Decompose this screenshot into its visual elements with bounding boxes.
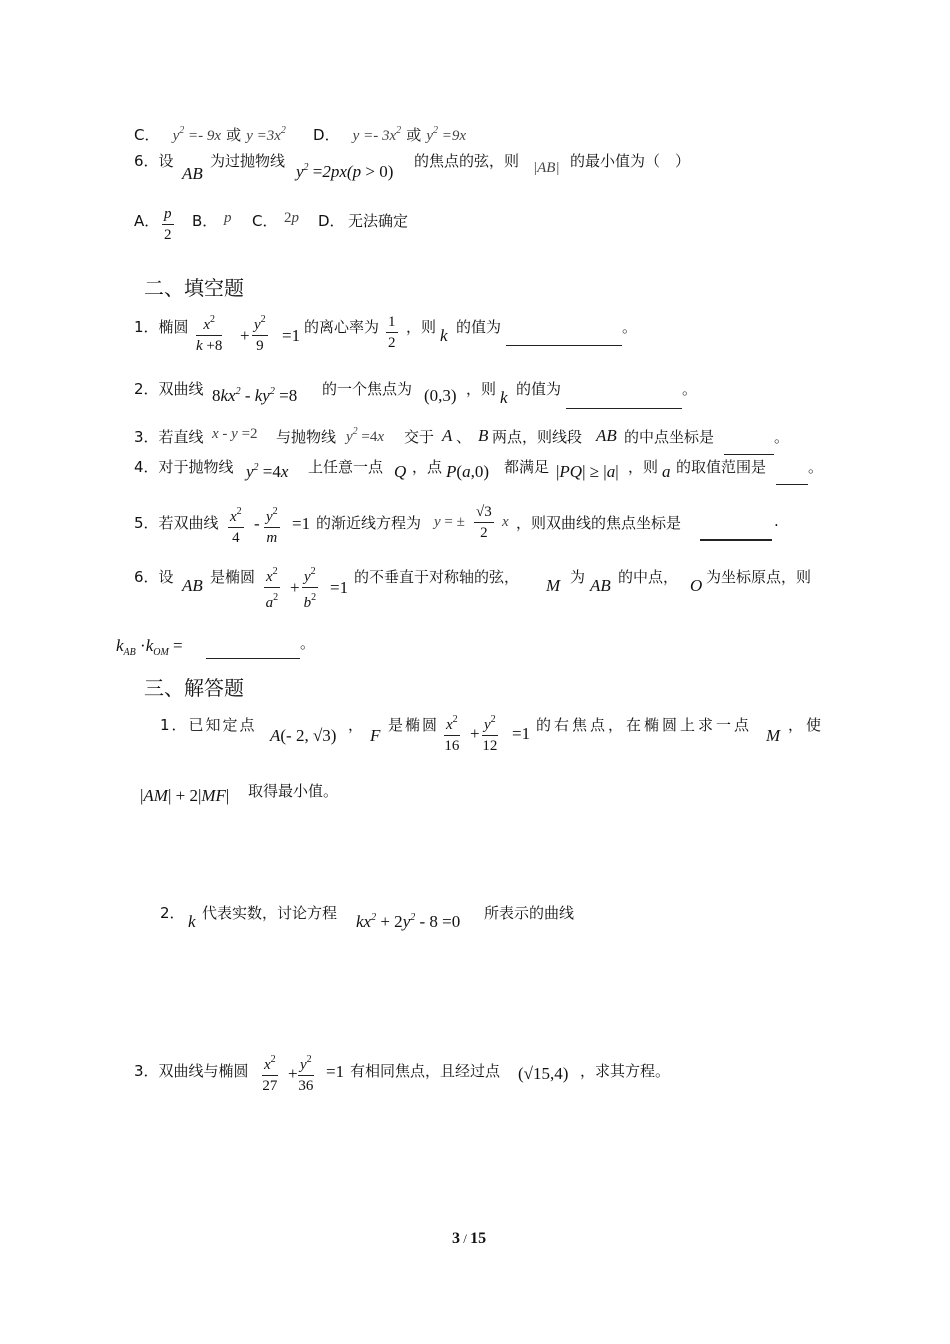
option-c-label: C．	[134, 126, 160, 144]
s2q1-eq: =1	[282, 326, 301, 345]
q6-option-a-frac: $\frac{p}{2}$	[164, 206, 172, 243]
page-number	[452, 1230, 486, 1248]
s2q6-blank[interactable]	[206, 644, 300, 663]
s2q4-a: a	[662, 462, 671, 481]
option-line-cd	[134, 124, 466, 145]
s2q6-text4: 的中点，	[618, 568, 679, 586]
option-c-formula-2: $y =3x^2$	[246, 125, 286, 144]
s2q3-line: x - y =2	[212, 426, 258, 442]
q6-ab: AB	[182, 164, 203, 183]
s2q6-o: O	[690, 576, 703, 595]
q6-option-d: D．	[318, 212, 345, 230]
s2q1-frac-half: $\frac{1}{2}$	[388, 314, 396, 351]
s2q4-text3: 都满足	[504, 458, 550, 476]
s3q1-frac1: $\frac{x^2}{16}$	[444, 710, 460, 756]
option-d-formula: $y =- 3x^2$	[352, 125, 402, 144]
s3q1-text3: 的右焦点，在椭圆上求一点	[536, 716, 753, 734]
s2q5-text1: 的渐近线方程为	[316, 514, 422, 532]
or-text: 或	[406, 126, 422, 144]
s2q4-blank[interactable]	[776, 470, 808, 489]
s2q4-number: 4．对于抛物线	[134, 458, 234, 476]
s2q5-eq: =1	[292, 514, 311, 533]
s2q4-q: Q	[394, 462, 407, 481]
s2q2-blank[interactable]	[566, 394, 682, 413]
s2q6-ab-2: AB	[590, 576, 611, 595]
s2q5-frac-sqrt3: $\frac{√3}{2}$	[476, 504, 492, 541]
s2q1-end: 。	[622, 318, 638, 336]
q6-text1: 为过抛物线	[210, 152, 286, 170]
s2q6-frac2: $\frac{y^2}{b^2}$	[302, 562, 318, 613]
s3q1-text5: 取得最小值。	[248, 782, 339, 800]
s2q6-plus: +	[290, 578, 300, 597]
or-text: 或	[226, 126, 242, 144]
s2q3-ab: AB	[596, 426, 617, 445]
s2q1-blank[interactable]	[506, 331, 622, 350]
s2q5-asymptote-y: y = ±	[434, 514, 465, 530]
q6-option-c: C．	[252, 212, 278, 230]
s3q3-number: 3．双曲线与椭圆	[134, 1062, 249, 1080]
s2q5-text2: ，则双曲线的焦点坐标是	[516, 514, 682, 532]
section3-title: 三、解答题	[144, 676, 244, 700]
s2q3-parabola: $y^2 =4x$	[346, 426, 385, 445]
s2q1-frac2: $\frac{y^2}{9}$	[252, 310, 268, 356]
s3q3-point: (√15,4)	[518, 1064, 569, 1083]
s3q1-plus: +	[470, 724, 480, 743]
q6-option-a: A．	[134, 212, 160, 230]
q6-abs-ab: |AB|	[533, 160, 560, 176]
s2q1-number: 1．椭圆	[134, 318, 189, 336]
s2q3-number: 3．若直线	[134, 428, 204, 446]
s2q1-plus: +	[240, 326, 250, 345]
q6-option-c-value: 2p	[284, 210, 299, 226]
s2q6-m: M	[546, 576, 561, 595]
s2q4-inequality: |PQ| ≥ |a|	[556, 462, 619, 481]
s2q1-frac1: $\frac{x^2}{k +8}$	[196, 310, 222, 356]
q6-number: 6．设	[134, 152, 174, 170]
q6-parabola: $y^2 =2px(p > 0)$	[296, 162, 394, 181]
s3q3-frac1: $\frac{x^2}{27}$	[262, 1050, 278, 1096]
s2q2-text1: 的一个焦点为	[322, 380, 413, 398]
s2q2-end: 。	[682, 380, 698, 398]
s2q3-end: 。	[774, 428, 790, 446]
s3q2-text1: 代表实数，讨论方程	[202, 904, 338, 922]
s3q1-f: F	[370, 726, 381, 745]
option-d-label: D．	[313, 126, 340, 144]
s2q2-formula: $8kx^2 - ky^2 =8$	[212, 386, 298, 405]
s2q3-text3: 两点，则线段	[492, 428, 583, 446]
s2q5-blank[interactable]	[700, 526, 772, 545]
s2q5-end: .	[774, 512, 779, 530]
s3q1-text4: ，使	[788, 716, 825, 734]
q6-option-b-value: p	[224, 210, 232, 226]
s3q3-text2: ，求其方程。	[580, 1062, 671, 1080]
option-c-formula: $y^2 =- 9x$	[172, 125, 222, 144]
s2q2-text2: ，则	[466, 380, 497, 398]
s2q2-text3: 的值为	[516, 380, 562, 398]
q6-text2: 的焦点的弦，则	[414, 152, 520, 170]
q6-option-d-text: 无法确定	[348, 212, 409, 230]
section2-title: 二、填空题	[144, 276, 244, 300]
s3q1-expression: |AM| + 2|MF|	[140, 786, 230, 805]
s2q3-b: B	[478, 426, 489, 445]
s2q4-text4: ，则	[628, 458, 659, 476]
s3q3-text1: 有相同焦点，且经过点	[350, 1062, 501, 1080]
s2q6-text3: 为	[570, 568, 586, 586]
s2q2-point: (0,3)	[424, 386, 457, 405]
s2q3-a: A	[442, 426, 453, 445]
s2q6-slope-product: $k_{AB} \cdot k_{OM}$ =	[116, 636, 183, 658]
s2q4-text1: 上任意一点	[308, 458, 384, 476]
s3q3-frac2: $\frac{y^2}{36}$	[298, 1050, 314, 1096]
s3q1-text2: 是椭圆	[388, 716, 440, 734]
s3q2-text2: 所表示的曲线	[484, 904, 575, 922]
s2q6-text5: 为坐标原点，则	[706, 568, 812, 586]
s2q4-parabola: $y^2 =4x$	[246, 462, 289, 481]
s2q5-asymptote-x: x	[502, 514, 509, 530]
s3q2-equation: $kx^2 + 2y^2 - 8 =0$	[356, 912, 461, 931]
s2q4-text2: ，点	[412, 458, 443, 476]
s2q6-number: 6．设	[134, 568, 174, 586]
s3q1-eq: =1	[512, 724, 531, 743]
s2q3-text2: 交于	[404, 428, 435, 446]
s2q5-number: 5．若双曲线	[134, 514, 219, 532]
s2q5-frac2: $\frac{y^2}{m}$	[264, 502, 280, 548]
s3q3-eq: =1	[326, 1062, 345, 1081]
s2q6-text1: 是椭圆	[210, 568, 256, 586]
s2q3-sep: 、	[456, 428, 472, 446]
s3q2-k: k	[188, 912, 196, 931]
s2q2-number: 2．双曲线	[134, 380, 204, 398]
option-d-formula-2: $y^2 =9x$	[426, 125, 467, 144]
s2q3-text4: 的中点坐标是	[624, 428, 715, 446]
s2q5-frac1: $\frac{x^2}{4}$	[228, 502, 244, 548]
s2q6-ab: AB	[182, 576, 203, 595]
s3q3-plus: +	[288, 1064, 298, 1083]
s3q1-text1: ，	[348, 716, 364, 734]
s2q4-end: 。	[808, 458, 824, 476]
s2q3-text1: 与抛物线	[276, 428, 337, 446]
s2q6-frac1: $\frac{x^2}{a^2}$	[264, 562, 280, 613]
s3q1-frac2: $\frac{y^2}{12}$	[482, 710, 498, 756]
s3q1-number: 1．已知定点	[160, 716, 257, 734]
s2q6-end: 。	[300, 634, 316, 652]
s3q2-number: 2．	[160, 904, 185, 922]
s2q1-text1: 的离心率为	[304, 318, 380, 336]
page-current: 3	[452, 1230, 460, 1247]
s2q1-text3: 的值为	[456, 318, 502, 336]
page-total: 15	[470, 1230, 487, 1247]
s2q1-text2: ，则	[406, 318, 437, 336]
s2q4-text5: 的取值范围是	[676, 458, 767, 476]
q6-option-b: B．	[192, 212, 218, 230]
s2q6-eq: =1	[330, 578, 349, 597]
s2q2-k: k	[500, 388, 508, 407]
s2q4-point-p: P(a,0)	[446, 462, 489, 481]
s2q6-text2: 的不垂直于对称轴的弦，	[354, 568, 520, 586]
page-sep: /	[460, 1231, 471, 1246]
s3q1-point-a: A(- 2, √3)	[270, 726, 337, 745]
s2q5-minus: -	[254, 514, 260, 533]
q6-text3: 的最小值为（ ）	[570, 152, 691, 170]
s2q1-k: k	[440, 326, 448, 345]
s3q1-m: M	[766, 726, 781, 745]
